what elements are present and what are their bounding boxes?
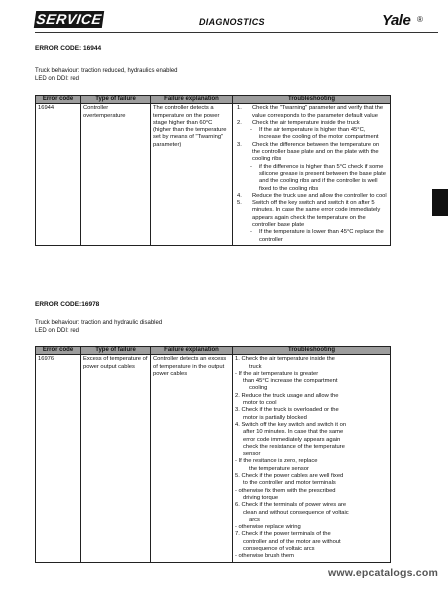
troubleshooting-line: 6. Check if the terminals of power wires are xyxy=(235,502,347,509)
col-failure-explanation: Failure explanation xyxy=(151,347,233,355)
led-status-1: LED on DDI: red xyxy=(35,76,80,82)
dash-bullet: - xyxy=(250,127,252,134)
troubleshooting-cell xyxy=(233,104,391,246)
troubleshooting-step xyxy=(235,120,388,127)
troubleshooting-substep xyxy=(235,229,388,244)
dash-bullet: - xyxy=(250,163,252,170)
troubleshooting-line: - otherwise brush them xyxy=(235,553,294,560)
section-tab-marker xyxy=(432,189,448,216)
troubleshooting-line: the temperature sensor xyxy=(249,465,309,472)
troubleshooting-line: sensor xyxy=(243,451,261,458)
troubleshooting-line: 5. Check if the power cables are well fixed xyxy=(235,473,344,480)
failure-explanation-cell: Controller detects an excess of temperature in the output power cables xyxy=(151,355,233,562)
dash-bullet: - xyxy=(250,229,252,236)
troubleshooting-line: motor is partially blocked xyxy=(243,414,307,421)
table-row xyxy=(36,355,391,562)
step-number: 5. xyxy=(237,200,242,207)
troubleshooting-line: 2. Reduce the truck usage and allow the xyxy=(235,392,339,399)
step-number: 3. xyxy=(237,141,242,148)
failure-explanation-cell: The controller detects a temperature on the power stage higher than 60°C (higher than the temperature set by means of "Twarning" parameter) xyxy=(151,104,233,246)
troubleshooting-step xyxy=(235,193,388,200)
troubleshooting-line: error code immediately appears again xyxy=(243,436,341,443)
step-text: Switch off the key switch and switch it on after 5 minutes. In case the same error code immediately appears again check the temperature on the controller base plate xyxy=(252,200,381,229)
troubleshooting-step xyxy=(235,105,388,120)
troubleshooting-line: clean and without consequence of voltaic xyxy=(243,509,349,516)
error-code-cell: 16944 xyxy=(36,104,81,246)
troubleshooting-line: after 10 minutes. In case that the same xyxy=(243,429,344,436)
troubleshooting-line: consequence of voltaic arcs xyxy=(243,546,315,553)
error-code-title-2: ERROR CODE:16978 xyxy=(35,301,100,308)
failure-type-cell: Excess of temperature of power output cables xyxy=(81,355,151,562)
troubleshooting-line: driving torque xyxy=(243,494,279,501)
troubleshooting-line: arcs xyxy=(249,516,260,523)
col-failure-explanation: Failure explanation xyxy=(151,96,233,104)
troubleshooting-line: - otherwise fix them with the prescribed xyxy=(235,487,336,494)
table-row xyxy=(36,104,391,246)
troubleshooting-line: 7. Check if the power terminals of the xyxy=(235,531,331,538)
header-divider xyxy=(35,32,438,33)
col-type-of-failure: Type of failure xyxy=(81,96,151,104)
troubleshooting-substep xyxy=(235,127,388,142)
substep-text: if the difference is higher than 5°C check if some silicone grease is present between the base plate and the cooling ribs and if the controller is well fixed to the cooling ribs xyxy=(259,163,386,192)
troubleshooting-line: - If the resitance is zero, replace xyxy=(235,458,318,465)
watermark: www.epcatalogs.com xyxy=(328,567,438,579)
error-table-1 xyxy=(35,95,391,246)
troubleshooting-step xyxy=(235,142,388,164)
col-error-code: Error code xyxy=(36,347,81,355)
troubleshooting-line: 4. Switch off the key switch and switch it on xyxy=(235,421,347,428)
step-text: Reduce the truck use and allow the controller to cool xyxy=(252,192,387,199)
service-badge: SERVICE xyxy=(35,11,103,27)
col-troubleshooting: Troubleshooting xyxy=(233,347,391,355)
step-number: 4. xyxy=(237,192,242,199)
error-code-title-1: ERROR CODE: 16944 xyxy=(35,45,102,52)
failure-type-cell: Controller overtemperature xyxy=(81,104,151,246)
troubleshooting-line: to the controller and motor terminals xyxy=(243,480,336,487)
error-table-2 xyxy=(35,346,391,563)
step-text: Check the difference between the temperature on the controller base plate and on the plate with the cooling ribs xyxy=(252,141,380,163)
step-text: Check the "Twarning" parameter and verify that the value corresponds to the parameter default value xyxy=(252,105,384,119)
troubleshooting-line: - If the air temperature is greater xyxy=(235,370,319,377)
troubleshooting-line: 3. Check if the truck is overloaded or the xyxy=(235,407,339,414)
truck-behaviour-2: Truck behaviour: traction and hydraulic disabled xyxy=(35,320,163,326)
error-code-cell: 16976 xyxy=(36,355,81,562)
substep-text: If the temperature is lower than 45°C replace the controller xyxy=(259,229,384,243)
col-troubleshooting: Troubleshooting xyxy=(233,96,391,104)
troubleshooting-step xyxy=(235,200,388,229)
table-header-row xyxy=(36,347,391,355)
troubleshooting-line: than 45°C increase the compartment xyxy=(243,378,338,385)
step-number: 1. xyxy=(237,105,242,112)
yale-logo: Yale xyxy=(382,12,411,29)
troubleshooting-line: - otherwise replace wiring xyxy=(235,524,301,531)
page-title: DIAGNOSTICS xyxy=(199,17,265,27)
brand-mark: ® xyxy=(417,15,423,24)
troubleshooting-line: truck xyxy=(249,363,262,370)
led-status-2: LED on DDI: red xyxy=(35,328,80,334)
troubleshooting-cell xyxy=(233,355,391,562)
table-header-row xyxy=(36,96,391,104)
troubleshooting-line: motor to cool xyxy=(243,400,277,407)
troubleshooting-line: cooling xyxy=(249,385,268,392)
col-error-code: Error code xyxy=(36,96,81,104)
step-text: Check the air temperature inside the truck xyxy=(252,119,360,126)
step-number: 2. xyxy=(237,119,242,126)
troubleshooting-line: 1. Check the air temperature inside the xyxy=(235,356,335,363)
substep-text: If the air temperature is higher than 45°C, increase the cooling of the motor compartment xyxy=(259,127,379,141)
troubleshooting-substep xyxy=(235,164,388,193)
truck-behaviour-1: Truck behaviour: traction reduced, hydraulics enabled xyxy=(35,68,178,74)
col-type-of-failure: Type of failure xyxy=(81,347,151,355)
troubleshooting-line: controller and of the motor are without xyxy=(243,538,341,545)
troubleshooting-line: check the resistance of the temperature xyxy=(243,443,345,450)
